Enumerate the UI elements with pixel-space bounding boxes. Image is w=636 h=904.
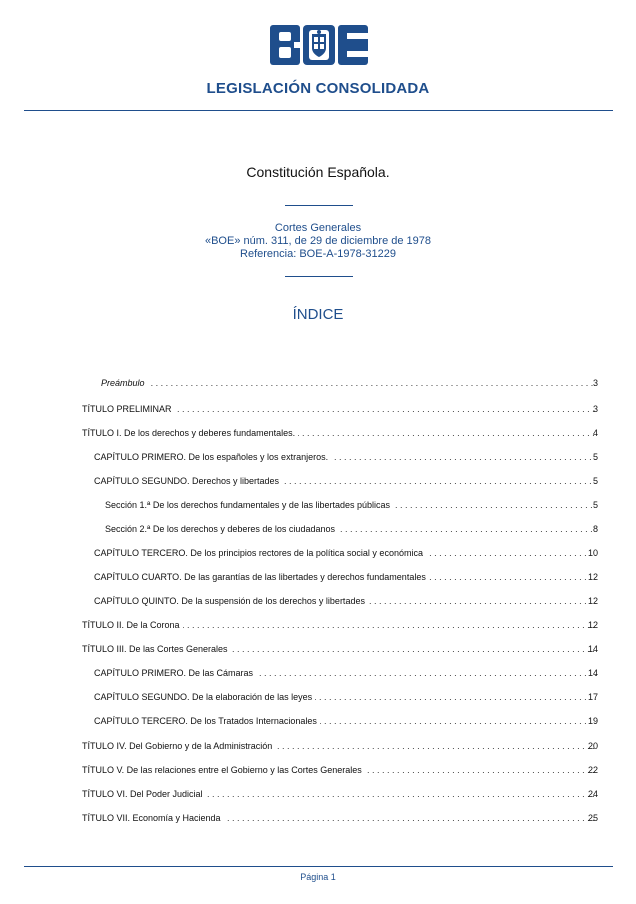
toc-item-label: CAPÍTULO SEGUNDO. De la elaboración de las leyes [94, 692, 315, 702]
toc-item-titulo-vi[interactable] [0, 787, 636, 801]
toc-item-label: CAPÍTULO TERCERO. De los Tratados Internacionales [94, 716, 320, 726]
toc-item-titulo-i-capitulo-tercero[interactable] [0, 546, 636, 560]
toc-item-titulo-iv[interactable] [0, 739, 636, 753]
toc-item-label: TÍTULO VII. Economía y Hacienda [82, 813, 224, 823]
toc-item-page: 10 [587, 548, 598, 558]
toc-item-page: 20 [587, 741, 598, 751]
toc-item-titulo-iii-capitulo-tercero[interactable] [0, 714, 636, 728]
toc-item-label: CAPÍTULO TERCERO. De los principios rectores de la política social y económica [94, 548, 426, 558]
document-issuer: Cortes Generales [274, 222, 362, 234]
toc-item-page: 12 [587, 620, 598, 630]
toc-item-titulo-i-capitulo-primero[interactable] [0, 450, 636, 464]
toc-item-page: 5 [592, 500, 598, 510]
toc-item-page: 5 [592, 452, 598, 462]
toc-item-titulo-i[interactable] [0, 426, 636, 440]
toc-item-titulo-iii[interactable] [0, 642, 636, 656]
toc-item-label: Sección 1.ª De los derechos fundamentales y de las libertades públicas [105, 500, 393, 510]
toc-item-page: 14 [587, 668, 598, 678]
toc-item-page: 14 [587, 644, 598, 654]
toc-item-label: CAPÍTULO CUARTO. De las garantías de las libertades y derechos fundamentales [94, 572, 429, 582]
toc-item-page: 5 [592, 476, 598, 486]
toc-item-titulo-preliminar[interactable] [0, 402, 636, 416]
page-number: Página 1 [300, 872, 336, 882]
index-title: ÍNDICE [292, 306, 344, 323]
header-title: LEGISLACIÓN CONSOLIDADA [206, 80, 430, 97]
toc-item-label: CAPÍTULO SEGUNDO. Derechos y libertades [94, 476, 282, 486]
header-divider [24, 110, 613, 111]
toc-item-label: TÍTULO PRELIMINAR [82, 404, 175, 414]
toc-item-page: 3 [592, 404, 598, 414]
toc-item-page: 17 [587, 692, 598, 702]
toc-item-label: TÍTULO I. De los derechos y deberes fundamentales. [82, 428, 298, 438]
toc-item-seccion-1[interactable] [0, 498, 636, 512]
toc-item-page: 3 [592, 378, 598, 388]
document-title: Constitución Española. [246, 164, 390, 180]
toc-item-page: 19 [587, 716, 598, 726]
title-divider-top [285, 205, 353, 206]
toc-item-label: TÍTULO IV. Del Gobierno y de la Administración [82, 741, 275, 751]
toc-item-label: TÍTULO III. De las Cortes Generales [82, 644, 231, 654]
toc-item-label: TÍTULO VI. Del Poder Judicial [82, 789, 206, 799]
title-divider-bottom [285, 276, 353, 277]
toc-item-titulo-iii-capitulo-segundo[interactable] [0, 690, 636, 704]
toc-item-seccion-2[interactable] [0, 522, 636, 536]
document-publication: «BOE» núm. 311, de 29 de diciembre de 1978 [204, 235, 432, 247]
toc-item-titulo-i-capitulo-quinto[interactable] [0, 594, 636, 608]
toc-item-page: 24 [587, 789, 598, 799]
toc-item-page: 12 [587, 572, 598, 582]
toc-item-titulo-v[interactable] [0, 763, 636, 777]
toc-item-label: TÍTULO II. De la Corona [82, 620, 183, 630]
toc-item-label: Sección 2.ª De los derechos y deberes de los ciudadanos [105, 524, 338, 534]
boe-logo-icon [270, 25, 368, 65]
toc-item-titulo-iii-capitulo-primero[interactable] [0, 666, 636, 680]
toc-item-titulo-vii[interactable] [0, 811, 636, 825]
toc-item-page: 22 [587, 765, 598, 775]
toc-item-page: 4 [592, 428, 598, 438]
boe-logo [270, 25, 368, 65]
toc-item-label: CAPÍTULO PRIMERO. De los españoles y los extranjeros. [94, 452, 331, 462]
document-reference: Referencia: BOE-A-1978-31229 [240, 248, 396, 260]
toc-item-titulo-i-capitulo-cuarto[interactable] [0, 570, 636, 584]
toc-item-page: 12 [587, 596, 598, 606]
toc-item-titulo-i-capitulo-segundo[interactable] [0, 474, 636, 488]
toc-item-preambulo[interactable] [0, 376, 636, 390]
toc-item-label: CAPÍTULO PRIMERO. De las Cámaras [94, 668, 256, 678]
footer-divider [24, 866, 613, 867]
toc-item-label: TÍTULO V. De las relaciones entre el Gobierno y las Cortes Generales [82, 765, 365, 775]
toc-item-label: Preámbulo [101, 378, 148, 388]
toc-item-titulo-ii[interactable] [0, 618, 636, 632]
toc-item-page: 25 [587, 813, 598, 823]
toc-item-page: 8 [592, 524, 598, 534]
toc-item-label: CAPÍTULO QUINTO. De la suspensión de los derechos y libertades [94, 596, 368, 606]
